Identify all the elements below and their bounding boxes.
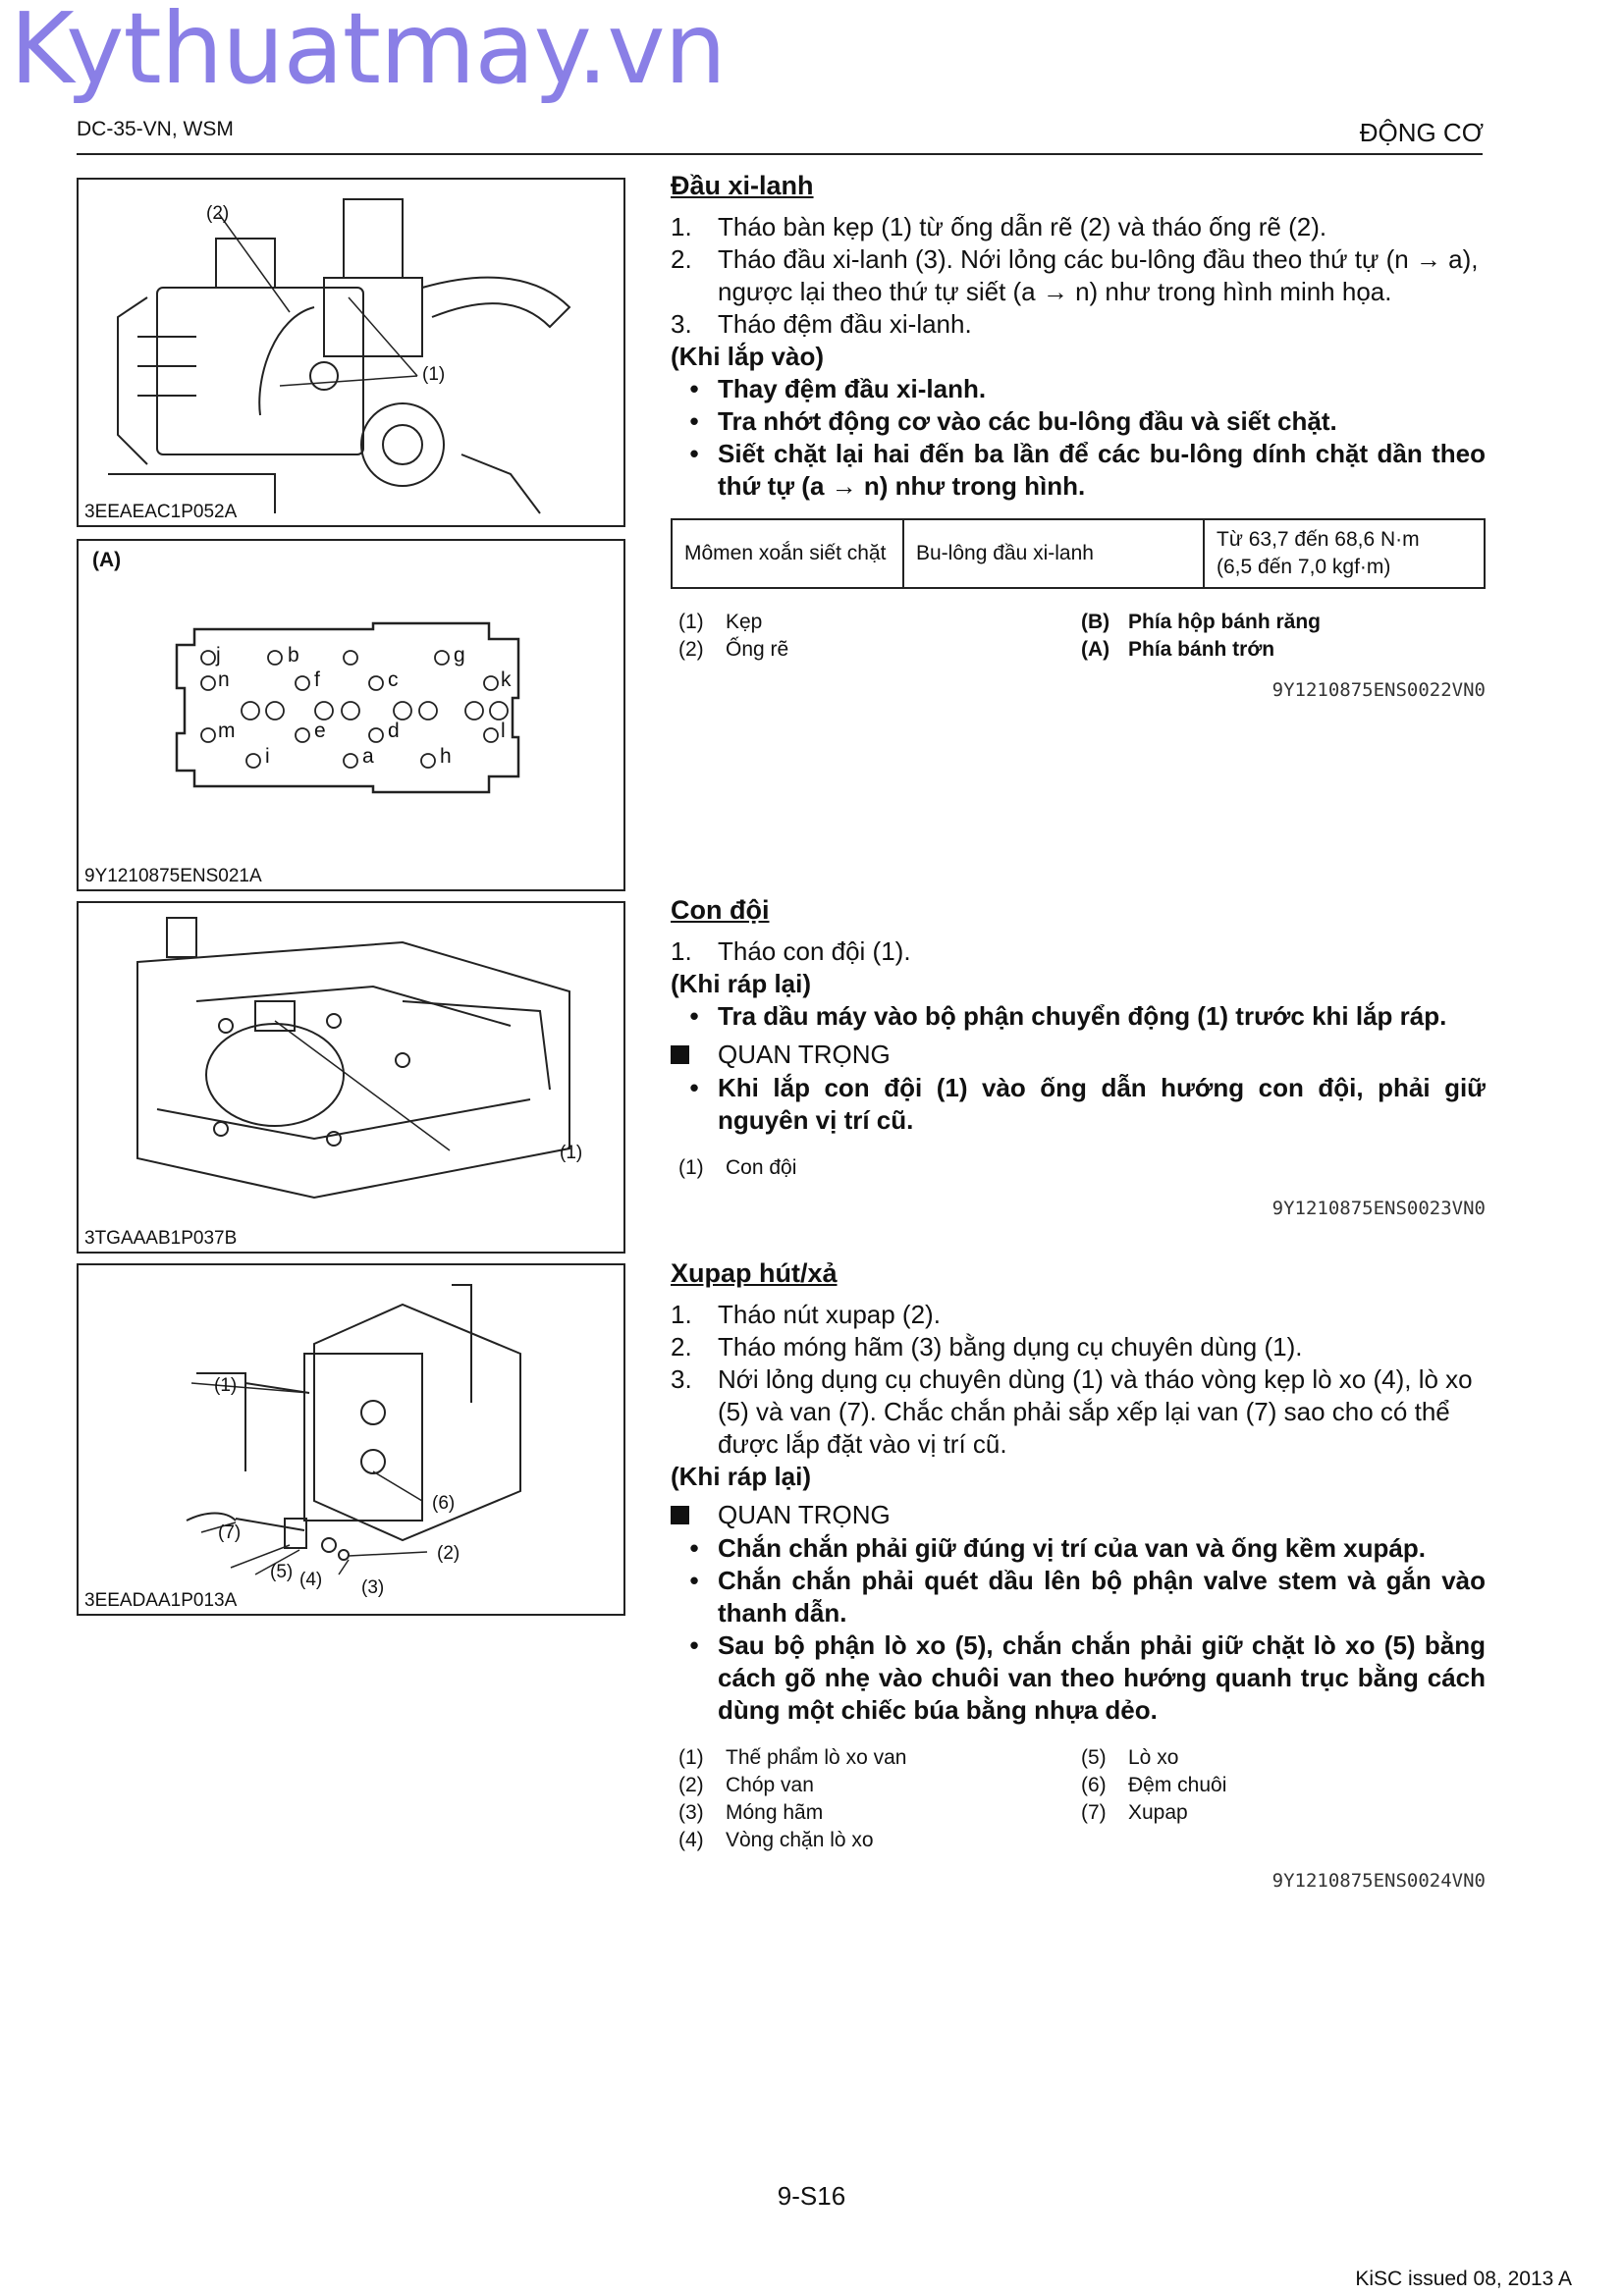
legend	[671, 1744, 1486, 1854]
torque-table	[671, 518, 1486, 589]
legend-item: (6) Đệm chuôi	[1081, 1774, 1227, 1796]
bolt-d: d	[388, 720, 400, 742]
step	[671, 935, 1486, 968]
section-valve	[671, 1258, 1486, 1892]
bullet-text: Tra dầu máy vào bộ phận chuyển động (1) trước khi lắp ráp.	[718, 1001, 1447, 1031]
tappet-illustration	[79, 903, 623, 1252]
step	[671, 1331, 1486, 1363]
bolt-a: a	[362, 745, 374, 768]
callout-6: (6)	[432, 1493, 456, 1514]
section-tappet	[671, 895, 1486, 1219]
page-number: 9-S16	[777, 2181, 846, 2211]
bullet-item: • Khi lắp con đội (1) vào ống dẫn hướng con đội, phải giữ nguyên vị trí cũ.	[689, 1073, 1486, 1135]
callout-5: (5)	[270, 1562, 294, 1582]
step	[671, 211, 1486, 243]
step-number: 2.	[671, 244, 692, 274]
legend-item: (1) Con đội	[678, 1156, 797, 1179]
torque-value-nm: Từ 63,7 đến 68,6 N·m	[1217, 528, 1420, 551]
bullet-text: Tra nhớt động cơ vào các bu-lông đầu và siết chặt.	[718, 406, 1337, 436]
doc-id: DC-35-VN, WSM	[77, 118, 234, 140]
subheading: (Khi ráp lại)	[671, 1462, 812, 1491]
step-number: 1.	[671, 212, 692, 241]
callout-4: (4)	[299, 1570, 323, 1590]
step-text: Tháo bàn kẹp (1) từ ống dẫn rẽ (2) và tháo ống rẽ (2).	[718, 212, 1327, 241]
callout-1: (1)	[422, 364, 446, 385]
bullet-item: • Thay đệm đầu xi-lanh.	[689, 374, 987, 403]
legend-item: (A) Phía bánh trớn	[1081, 638, 1275, 661]
figure-valve	[77, 1263, 625, 1616]
step-number: 2.	[671, 1332, 692, 1362]
bolt-l: l	[501, 720, 506, 742]
reference-code: 9Y1210875ENS0023VN0	[1271, 1198, 1486, 1219]
bolt-order-diagram	[79, 541, 623, 889]
bullet-item: • Tra nhớt động cơ vào các bu-lông đầu và siết chặt.	[689, 406, 1337, 436]
step-number: 1.	[671, 936, 692, 966]
bullet-item: • Chắn chắn phải giữ đúng vị trí của van và ống kềm xupáp.	[689, 1533, 1426, 1563]
watermark: Kythuatmay.vn	[10, 0, 726, 106]
bolt-k: k	[501, 668, 512, 691]
step	[671, 1363, 1486, 1461]
callout-7: (7)	[218, 1522, 242, 1543]
square-icon	[671, 1506, 689, 1524]
legend-item: (7) Xupap	[1081, 1801, 1188, 1824]
bullet-text: Chắn chắn phải quét dầu lên bộ phận valve stem và gắn vào thanh dẫn.	[718, 1566, 1486, 1628]
step	[671, 243, 1486, 308]
legend-item: (3) Móng hãm	[678, 1801, 824, 1824]
bullet-text: Sau bộ phận lò xo (5), chắn chắn phải giữ chặt lò xo (5) bằng cách gõ nhẹ vào chuôi van theo hướng quanh trục bằng cách dùng một chiếc búa bằng nhựa dẻo.	[718, 1630, 1486, 1725]
callout-3: (3)	[361, 1577, 385, 1598]
step-text: Tháo nút xupap (2).	[718, 1300, 941, 1329]
step	[671, 308, 1486, 341]
valve-illustration	[79, 1265, 623, 1614]
bullet-text: Khi lắp con đội (1) vào ống dẫn hướng con đội, phải giữ nguyên vị trí cũ.	[718, 1073, 1486, 1135]
bolt-h: h	[440, 745, 452, 768]
callout-1: (1)	[214, 1375, 238, 1396]
square-icon	[671, 1045, 689, 1064]
torque-value-kgf: (6,5 đến 7,0 kgf·m)	[1217, 556, 1391, 578]
bullet-text: Siết chặt lại hai đến ba lần để các bu-lông dính chặt dần theo thứ tự (a → n) như trong hình.	[718, 439, 1486, 501]
bullet-item: • Tra dầu máy vào bộ phận chuyển động (1) trước khi lắp ráp.	[689, 1001, 1447, 1031]
bolt-m: m	[218, 720, 236, 742]
bolt-j: j	[216, 644, 221, 667]
figure-cylinder-head	[77, 178, 625, 527]
legend-item: (B) Phía hộp bánh răng	[1081, 611, 1322, 633]
step-text: Tháo đệm đầu xi-lanh.	[718, 309, 972, 339]
section-cylinder-head	[671, 171, 1486, 701]
bolt-n: n	[218, 668, 230, 691]
bolt-i: i	[265, 745, 270, 768]
step-number: 1.	[671, 1300, 692, 1329]
figure-caption: 3EEADAA1P013A	[84, 1590, 238, 1611]
bolt-f: f	[314, 668, 320, 691]
bullet-text: Chắn chắn phải giữ đúng vị trí của van và ống kềm xupáp.	[718, 1533, 1426, 1563]
subheading: (Khi ráp lại)	[671, 969, 812, 998]
reference-code: 9Y1210875ENS0024VN0	[1271, 1870, 1486, 1892]
important-label: QUAN TRỌNG	[718, 1500, 891, 1529]
torque-item: Bu-lông đầu xi-lanh	[903, 519, 1204, 588]
figure-tappet	[77, 901, 625, 1254]
torque-value	[1204, 519, 1485, 588]
legend-item: (1) Kẹp	[678, 611, 763, 633]
bullet-item: • Siết chặt lại hai đến ba lần để các bu-lông dính chặt dần theo thứ tự (a → n) như trong hình.	[689, 439, 1486, 501]
reference-code: 9Y1210875ENS0022VN0	[1271, 679, 1486, 701]
torque-label: Mômen xoắn siết chặt	[672, 519, 903, 588]
header-rule	[77, 153, 1483, 155]
legend-item: (5) Lò xo	[1081, 1746, 1179, 1769]
legend	[671, 609, 1486, 664]
figure-caption: 3EEAEAC1P052A	[84, 502, 238, 522]
figure-bolt-order	[77, 539, 625, 891]
step-number: 3.	[671, 1364, 692, 1394]
subheading: (Khi lắp vào)	[671, 342, 825, 371]
bolt-c: c	[388, 668, 399, 691]
figure-label-a: (A)	[92, 549, 122, 571]
legend-item: (2) Chóp van	[678, 1774, 814, 1796]
section-heading: Xupap hút/xả	[671, 1258, 838, 1288]
figure-caption: 9Y1210875ENS021A	[84, 866, 262, 886]
callout-2: (2)	[437, 1543, 460, 1564]
bolt-b: b	[288, 644, 299, 667]
step-text: Nới lỏng dụng cụ chuyên dùng (1) và tháo vòng kẹp lò xo (4), lò xo (5) và van (7). Chắc chắn phải sắp xếp lại van (7) sao cho có thể được lắp đặt vào vị trí cũ.	[718, 1364, 1473, 1459]
step-number: 3.	[671, 309, 692, 339]
callout-2: (2)	[206, 203, 230, 224]
bolt-e: e	[314, 720, 326, 742]
bullet-text: Thay đệm đầu xi-lanh.	[718, 374, 987, 403]
step-text: Tháo đầu xi-lanh (3). Nới lỏng các bu-lông đầu theo thứ tự (n → a), ngược lại theo thứ tự siết (a → n) như trong hình minh họa.	[718, 244, 1479, 306]
bolt-g: g	[454, 644, 465, 667]
legend-item: (4) Vòng chặn lò xo	[678, 1829, 874, 1851]
bullet-item: • Sau bộ phận lò xo (5), chắn chắn phải giữ chặt lò xo (5) bằng cách gõ nhẹ vào chuôi van theo hướng quanh trục bằng cách dùng một chiếc búa bằng nhựa dẻo.	[689, 1630, 1486, 1725]
section-heading: Con đội	[671, 895, 770, 925]
callout-1: (1)	[560, 1143, 583, 1163]
step	[671, 1299, 1486, 1331]
section-title: ĐỘNG CƠ	[1359, 118, 1484, 147]
important-label: QUAN TRỌNG	[718, 1040, 891, 1069]
section-heading: Đầu xi-lanh	[671, 171, 814, 200]
step-text: Tháo con đội (1).	[718, 936, 911, 966]
issue-note: KiSC issued 08, 2013 A	[1355, 2268, 1572, 2290]
important-notice	[671, 1499, 1486, 1532]
figure-caption: 3TGAAAB1P037B	[84, 1228, 238, 1249]
important-notice	[671, 1039, 1486, 1072]
legend-item: (2) Ống rẽ	[678, 638, 789, 661]
legend	[671, 1154, 1486, 1182]
bullet-item: • Chắn chắn phải quét dầu lên bộ phận valve stem và gắn vào thanh dẫn.	[689, 1566, 1486, 1628]
step-text: Tháo móng hãm (3) bằng dụng cụ chuyên dùng (1).	[718, 1332, 1303, 1362]
engine-illustration	[79, 180, 623, 525]
legend-item: (1) Thế phẩm lò xo van	[678, 1746, 907, 1769]
